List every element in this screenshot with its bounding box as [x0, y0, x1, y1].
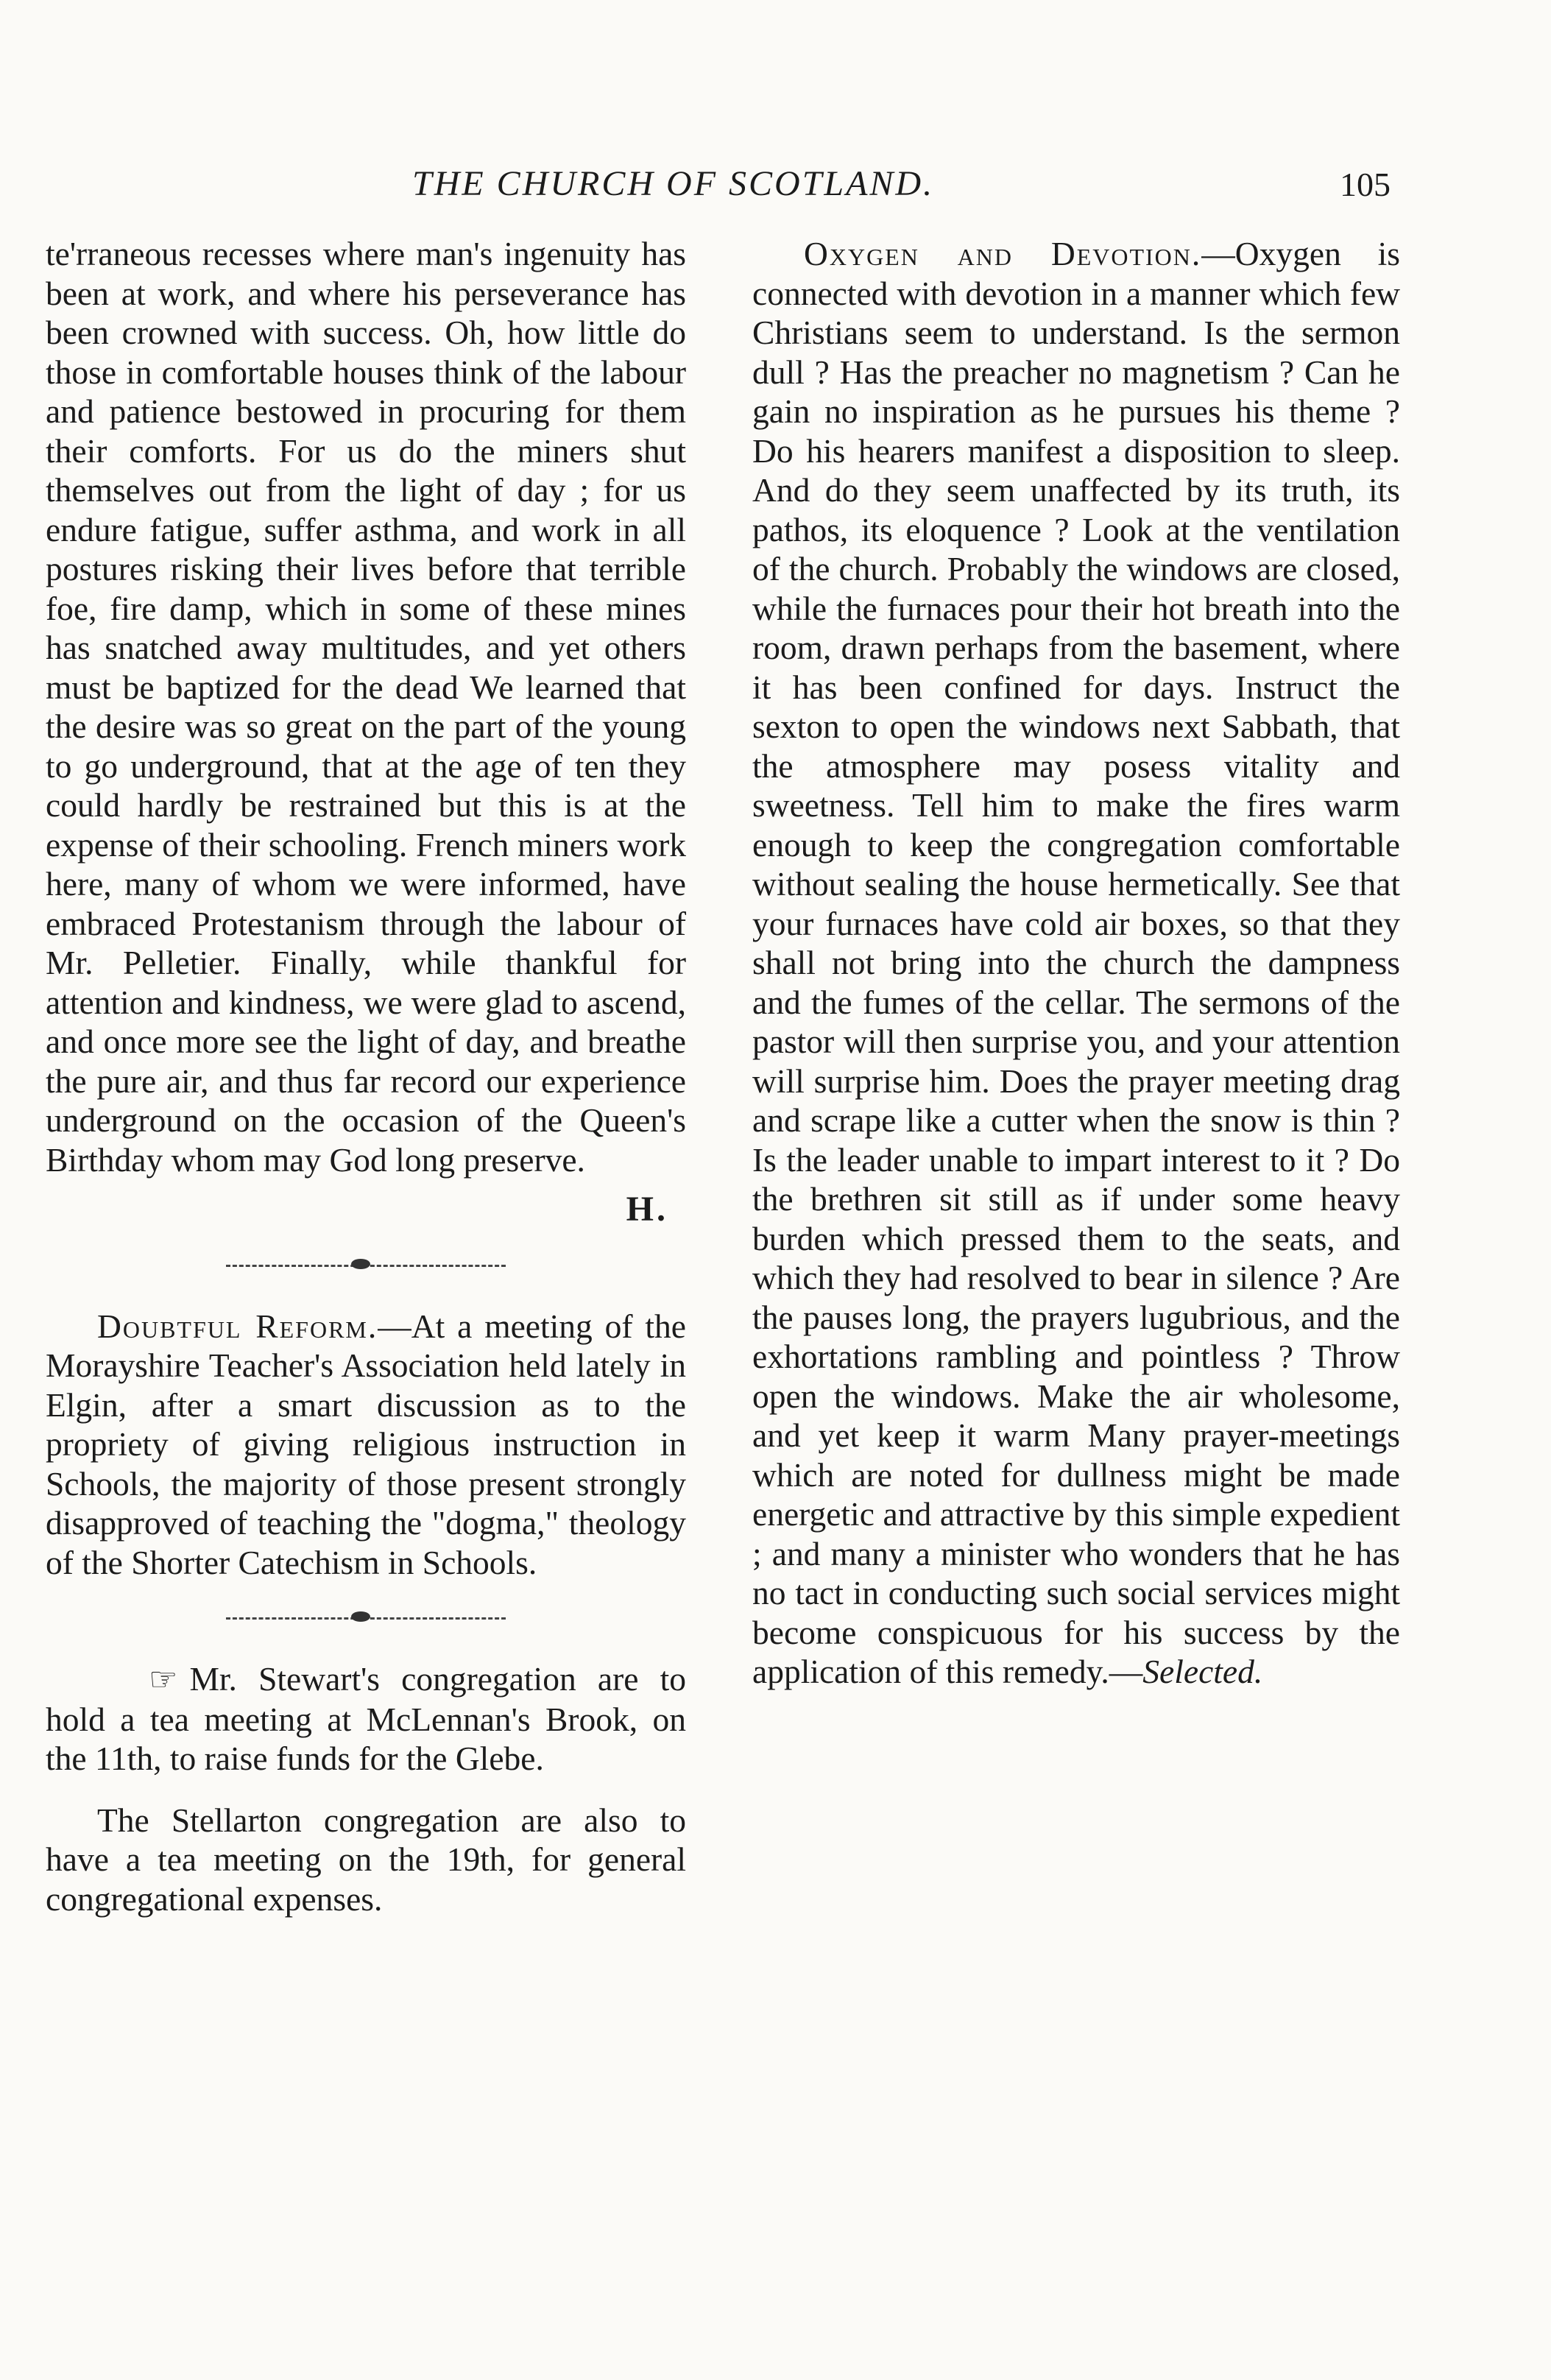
- reform-paragraph: [46, 1307, 686, 1583]
- reform-heading: Doubtful Reform.: [97, 1307, 378, 1345]
- article-continuation: te'rraneous recesses where man's ingenuity has been at work, and where his perseverance has been crowned with success. Oh, how little do those in comfortable houses think of the labour and patience bestowed in procuring for them their comforts. For us do the miners shut themselves out from the light of day ; for us endure fatigue, suffer asthma, and work in all postures risking their lives before that terrible foe, fire damp, which in some of these mines has snatched away multitudes, and yet others must be baptized for the dead We learned that the desire was so great on the part of the young to go underground, that at the age of ten they could hardly be restrained but this is at the expense of their schooling. French miners work here, many of whom we were informed, have embraced Protestanism through the labour of Mr. Pelletier. Finally, while thankful for attention and kindness, we were glad to ascend, and once more see the light of day, and breathe the pure air, and thus far record our experience underground on the occasion of the Queen's Birthday whom may God long preserve.: [46, 235, 686, 1179]
- pointing-hand-icon: ☞: [149, 1662, 178, 1698]
- oxygen-body: —Oxygen is connected with devotion in a manner which few Christians seem to understand. Is the sermon dull ? Has the preacher no magnetism ? Can he gain no inspiration as he pursues his theme ? Do his hearers manifest a disposition to sleep. And do they seem unaffected by its truth, its pathos, its eloquence ? Look at the ventilation of the church. Probably the windows are closed, while the furnaces pour their hot breath into the room, drawn perhaps from the basement, where it has been confined for days. Instruct the sexton to open the windows next Sabbath, that the atmosphere may posess vitality and sweetness. Tell him to make the fires warm enough to keep the congregation comfortable without sealing the house hermetically. See that your furnaces have cold air boxes, so that they shall not bring into the church the dampness and the fumes of the cellar. The sermons of the pastor will then surprise you, and your attention will surprise him. Does the prayer meeting drag and scrape like a cutter when the snow is thin ? Is the leader unable to impart interest to it ? Do the brethren sit still as if under some heavy burden which pressed them to the seats, and which they had resolved to bear in silence ? Are the pauses long, the prayers lugubrious, and the exhortations rambling and pointless ? Throw open the windows. Make the air wholesome, and yet keep it warm Many prayer-meetings which are noted for dullness might be made energetic and attractive by this simple expedient ; and many a minister who wonders that he has no tact in conducting such social services might become conspicuous for his success by the application of this remedy.—: [752, 235, 1401, 1690]
- stellarton-notice: The Stellarton congregation are also to have a tea meeting on the 19th, for general congregational expenses.: [46, 1801, 686, 1918]
- stewart-notice-text: Mr. Stewart's congregation are to hold a tea meeting at McLennan's Brook, on the 11th, to raise funds for the Glebe.: [46, 1660, 686, 1777]
- reform-body: —At a meeting of the Morayshire Teacher's Association held lately in Elgin, after a smart discussion as to the propriety of giving religious instruction in Schools, the majority of those present strongly disapproved of teaching the "dogma," theology of the Shorter Catechism in Schools.: [46, 1307, 686, 1581]
- divider-ornament: [351, 1259, 370, 1269]
- section-divider: [226, 1265, 506, 1274]
- page-number: 105: [1340, 166, 1391, 203]
- right-column: [752, 234, 1400, 1692]
- oxygen-heading: Oxygen and Devotion.: [804, 235, 1202, 272]
- oxygen-article: [752, 234, 1400, 1692]
- running-head: THE CHURCH OF SCOTLAND.: [412, 164, 935, 203]
- divider-ornament: [351, 1611, 370, 1622]
- signature: H.: [626, 1190, 668, 1229]
- paragraph-gap: [46, 1779, 686, 1801]
- left-column: [46, 234, 686, 1918]
- section-divider: [226, 1617, 506, 1627]
- stewart-notice: [46, 1659, 686, 1779]
- article-source: Selected.: [1142, 1653, 1263, 1690]
